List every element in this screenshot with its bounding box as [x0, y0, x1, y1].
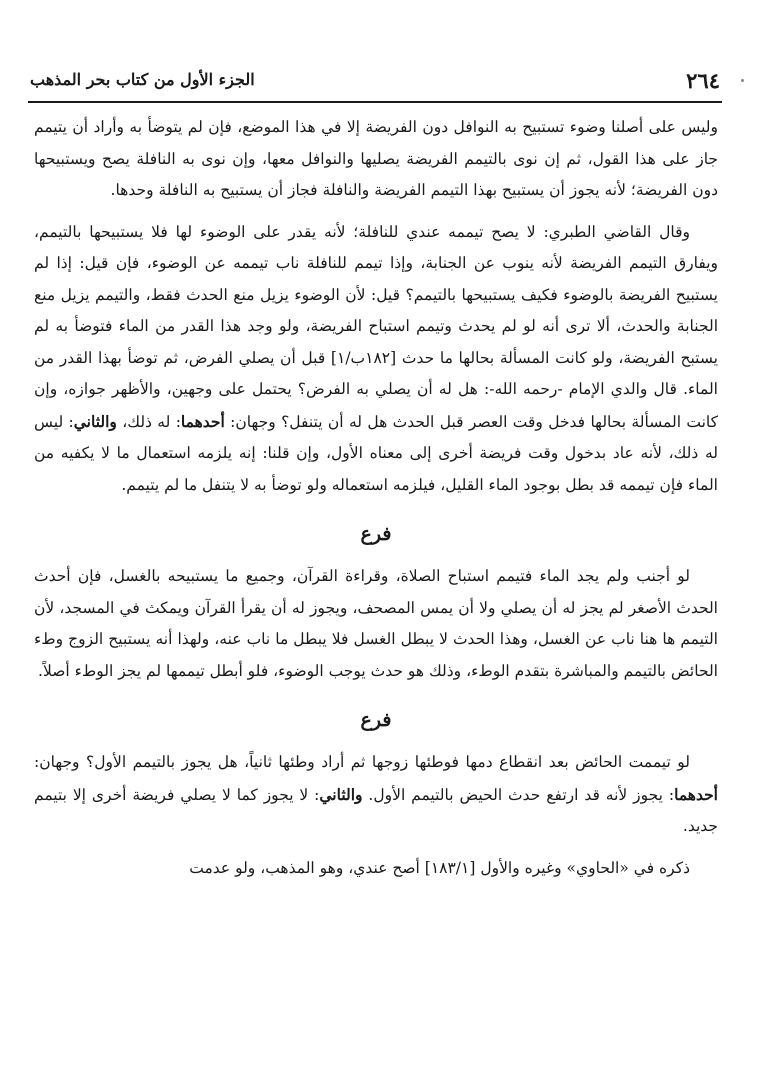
paragraph-2-part-b: : له ذلك،: [116, 412, 181, 431]
paragraph-5: ذكره في «الحاوي» وغيره والأول [١٨٣/١] أصح عندي، وهو المذهب، ولو عدمت: [189, 858, 690, 877]
paragraph-2-part-a: وقال القاضي الطبري: لا يصح تيممه عندي للنافلة؛ لأنه يقدر على الوضوء لها فلا يستبيحها بالتيمم، ويفارق التيمم الفريضة لأنه ينوب عن الجنابة، وإذا تيمم للنافلة ناب تيممه عن الوضوء، فإن قيل: إذا لم يستبيح الفريضة بالوضوء فكيف يستبيحها بالتيمم؟ قيل: لأن الوضوء يزيل منع الحدث فقط، والتيمم يزيل منع الجنابة والحدث، ألا ترى أنه لو لم يحدث وتيمم استباح الفريضة، ولو وجد هذا القدر من الماء فتوضأ به لم يستبح الفريضة، ولو كانت المسألة بحالها ما حدث [١٨٢ب/١] قبل أن يصلي الفرض، ثم توضأ بهذا القدر من الماء. قال والدي الإمام -رحمه الله-: هل له أن يصلي به الفرض؟ يحتمل على وجهين، والأظهر جوازه، وإن كانت المسألة بحالها فدخل وقت العصر قبل الحدث هل له أن يتنفل؟ وجهان:: [34, 222, 718, 431]
page-body: [34, 112, 718, 1063]
page-header: [30, 64, 720, 98]
paragraph-4-part-a: لو تيممت الحائض بعد انقطاع دمها فوطئها زوجها ثم أراد وطئها ثانياً، هل يجوز بالتيمم الأول؟ وجهان:: [34, 753, 690, 771]
paragraph-4-term-first: أحدهما: [674, 784, 718, 804]
paragraph-2-term-second: والثاني: [73, 411, 117, 431]
paragraph-2-term-first: أحدهما: [180, 411, 225, 431]
paragraph-4-part-c: : لا يجوز كما لا يصلي فريضة أخرى إلا بتيمم جديد.: [34, 785, 718, 835]
section-heading-far-2: فرع: [360, 709, 392, 731]
paragraph-4-term-second: والثاني: [319, 784, 363, 804]
paragraph-4: [34, 747, 718, 843]
running-title: الجزء الأول من كتاب بحر المذهب: [30, 70, 255, 89]
scan-edge-mark: [741, 79, 744, 82]
paragraph-4-part-b: : يجوز لأنه قد ارتفع حدث الحيض بالتيمم الأول.: [362, 785, 675, 804]
paragraph-1: وليس على أصلنا وضوء تستبيح به النوافل دون الفريضة إلا في هذا الموضع، فإن لم يتوضأ به وأراد أن يتيمم جاز على هذا القول، ثم إن نوى بالتيمم الفريضة يصليها والنوافل معها، وإن نوى به النافلة يصح ويستبيحها دون الفريضة؛ لأنه يجوز أن يستبيح بهذا التيمم الفريضة والنافلة فجاز أن يستبيح به النافلة وحدها.: [34, 118, 718, 199]
page-number: ٢٦٤: [686, 68, 720, 93]
paragraph-2-part-c: : ليس له ذلك، لأنه عاد بدخول وقت فريضة أخرى إلى معناه الأول، وإن قلنا: إنه يلزمه استعمال ما لا يكفيه من الماء فإن تيممه قد بطل بوجود الماء القليل، فيلزمه استعماله ولو توضأ به لا يتنفل ما لم يتيمم.: [34, 412, 718, 494]
paragraph-2: [34, 217, 718, 502]
header-rule: [28, 101, 722, 103]
section-heading-far-1: فرع: [360, 523, 392, 545]
paragraph-3: لو أجنب ولم يجد الماء فتيمم استباح الصلاة، وقراءة القرآن، وجميع ما يستبيحه بالغسل، فإن أحدث الحدث الأصغر لم يجز له أن يصلي ولا أن يمس المصحف، ويجوز له أن يقرأ القرآن ويمكث في المسجد، لأن التيمم ها هنا ناب عن الغسل، وهذا الحدث لا يبطل الغسل فلا يبطل ما ناب عنه، ولهذا أنه يستبيح الزوج وطء الحائض بالتيمم والمباشرة بتقدم الوطء، وذلك هو حدث يوجب الوضوء، فلو أبطل تيممها لم يجز الوطء أصلاً.: [34, 567, 718, 680]
